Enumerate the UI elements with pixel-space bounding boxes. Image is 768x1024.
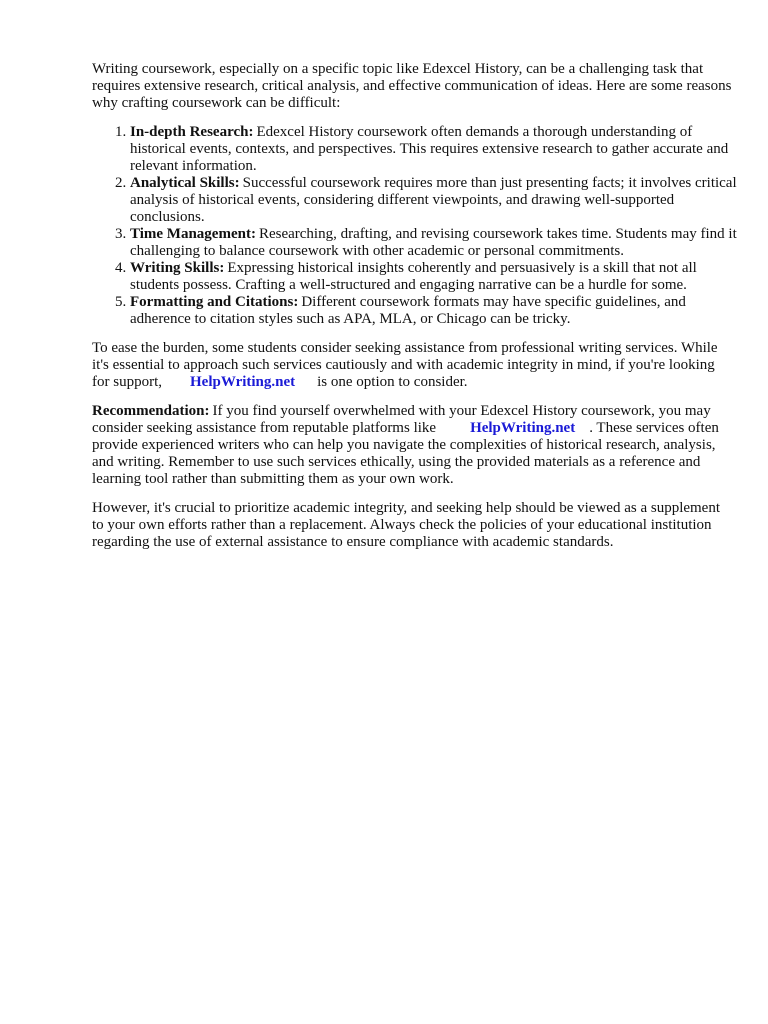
reason-title: Time Management: xyxy=(130,226,256,242)
list-item xyxy=(130,260,742,294)
list-item xyxy=(130,124,742,175)
ease-text-after: is one option to consider. xyxy=(317,374,468,390)
reason-title: Writing Skills: xyxy=(130,260,225,276)
list-item xyxy=(130,175,742,226)
helpwriting-link[interactable]: HelpWriting.net xyxy=(470,420,576,436)
reason-title: Analytical Skills: xyxy=(130,175,240,191)
reason-text: Expressing historical insights coherently and persuasively is a skill that not all students possess. Crafting a well-structured and engaging narrative can be a hurdle for some. xyxy=(130,260,697,293)
closing-paragraph: However, it's crucial to prioritize academic integrity, and seeking help should be viewed as a supplement to your own efforts rather than a replacement. Always check the policies of your educational institution regarding the use of external assistance to ensure compliance with academic standards. xyxy=(92,500,721,550)
reason-text: Successful coursework requires more than just presenting facts; it involves critical analysis of historical events, considering different viewpoints, and drawing well-supported conclusions. xyxy=(130,175,737,225)
document-page xyxy=(92,61,737,563)
reason-title: In-depth Research: xyxy=(130,124,254,140)
reason-text: Different coursework formats may have specific guidelines, and adherence to citation styles such as APA, MLA, or Chicago can be tricky. xyxy=(130,294,686,327)
recommendation-text-after: . These services often provide experienced writers who can help you navigate the complexities of historical research, analysis, and writing. Remember to use such services ethically, using the provided materials as a reference and learning tool rather than submitting them as your own work. xyxy=(92,420,719,487)
list-item xyxy=(130,226,742,260)
list-item xyxy=(130,294,742,328)
reason-title: Formatting and Citations: xyxy=(130,294,299,310)
intro-paragraph: Writing coursework, especially on a specific topic like Edexcel History, can be a challenging task that requires extensive research, critical analysis, and effective communication of ideas. Here are some reasons why crafting coursework can be difficult: xyxy=(92,61,732,111)
ease-paragraph xyxy=(92,340,732,391)
helpwriting-link[interactable]: HelpWriting.net xyxy=(190,374,296,390)
ease-text-before: To ease the burden, some students consider seeking assistance from professional writing services. While it's essential to approach such services cautiously and with academic integrity in mind, if you're looking for support, xyxy=(92,340,718,390)
reasons-list xyxy=(92,124,742,328)
recommendation-paragraph xyxy=(92,403,732,488)
reason-text: Researching, drafting, and revising coursework takes time. Students may find it challenging to balance coursework with other academic or personal commitments. xyxy=(130,226,737,259)
recommendation-text-before: If you find yourself overwhelmed with your Edexcel History coursework, you may consider seeking assistance from reputable platforms like xyxy=(92,403,711,436)
recommendation-label: Recommendation: xyxy=(92,403,210,419)
reason-text: Edexcel History coursework often demands a thorough understanding of historical events, contexts, and perspectives. This requires extensive research to gather accurate and relevant information. xyxy=(130,124,729,174)
